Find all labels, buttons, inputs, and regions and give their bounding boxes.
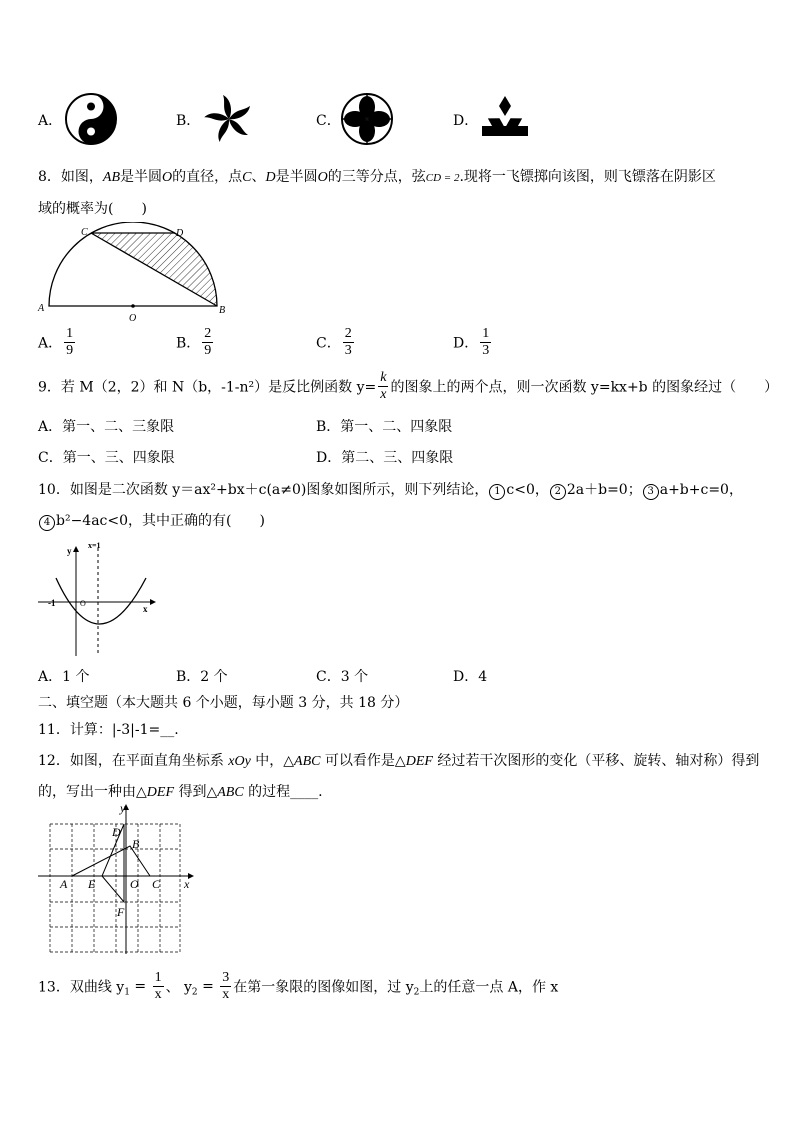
q11-stem: 11．计算：|-3|-1=__. <box>38 722 179 738</box>
y-label: y <box>120 804 126 815</box>
yin-yang-icon <box>64 92 118 146</box>
q7-option-d-label: D． <box>453 113 479 129</box>
label-b: B <box>132 837 140 851</box>
q8-option-d: D． $\frac{1}{3}$ <box>453 326 490 358</box>
q10-option-a: A．1 个 <box>38 669 90 685</box>
label-c: C <box>152 877 161 891</box>
parabola-curve <box>56 578 146 624</box>
center-point <box>131 304 135 308</box>
q8-option-a: A． $\frac{1}{9}$ <box>38 326 74 358</box>
q12-stem-line2: 的，写出一种由△DEF 得到△ABC 的过程____. <box>38 784 323 800</box>
q8-semicircle-figure <box>34 222 230 324</box>
q8-option-c: C． $\frac{2}{3}$ <box>316 326 352 358</box>
q10-stem-line1: 10．如图是二次函数 y＝ax²+bx＋c(a≠0)图象如图所示，则下列结论， 1 c<0， 2 2a＋b=0； 3 a+b+c=0， <box>38 482 743 498</box>
q8-stem-line2: 域的概率为( ) <box>38 201 147 217</box>
q7-option-c-label: C． <box>316 113 341 129</box>
q8-option-b: B． $\frac{2}{9}$ <box>176 326 212 358</box>
q10-parabola-graph <box>38 540 160 658</box>
label-e: E <box>88 877 96 891</box>
label-d: D <box>112 825 121 839</box>
y-label: y <box>67 546 72 556</box>
q9-option-c: C．第一、三、四象限 <box>38 450 175 466</box>
q8-stem-line1: 8．如图，AB是半圆O的直径，点C、D是半圆O的三等分点，弦CD = 2.现将一飞镖掷向该图，则飞镖落在阴影区 <box>38 169 716 185</box>
x-label: x <box>143 604 148 614</box>
q10-option-d: D．4 <box>453 669 488 685</box>
three-diamond-logo-icon <box>478 94 532 138</box>
q9-option-b: B．第一、二、四象限 <box>316 419 453 435</box>
q10-option-c: C．3 个 <box>316 669 369 685</box>
section-heading: 二、填空题（本大题共 6 个小题，每小题 3 分，共 18 分） <box>38 695 409 711</box>
label-c: C <box>81 227 88 238</box>
label-a: A <box>60 877 68 891</box>
q9-option-d: D．第二、三、四象限 <box>316 450 454 466</box>
symmetry-label: x=1 <box>88 541 101 550</box>
q9-stem: 9．若 M（2，2）和 N（b，-1-n²）是反比例函数 y= $\frac{k}{x}$ 的图象上的两个点，则一次函数 y=kx+b 的图象经过（ ） <box>38 370 779 402</box>
label-f: F <box>117 905 125 919</box>
label-o: O <box>129 313 137 324</box>
x-label: x <box>184 877 190 891</box>
q12-coordinate-grid <box>38 804 198 956</box>
q10-stem-line2: 4 b²−4ac<0，其中正确的有( ) <box>38 510 265 531</box>
q9-option-a: A．第一、二、三象限 <box>38 419 175 435</box>
bauhinia-pinwheel-icon <box>202 92 256 146</box>
label-d: D <box>176 228 184 239</box>
origin-label: O <box>80 599 86 608</box>
grid-lines <box>50 824 180 952</box>
q7-option-a-label: A． <box>38 113 63 129</box>
label-b: B <box>219 305 226 316</box>
q12-stem-line1: 12．如图，在平面直角坐标系 xOy 中，△ABC 可以看作是△DEF 经过若干次图形的变化（平移、旋转、轴对称）得到 <box>38 753 760 769</box>
label-o: O <box>130 877 139 891</box>
q13-stem: 13．双曲线 $y_1$ = $\frac{1}{x}$ 、 $y_2$ = $\frac{3}{x}$ 在第一象限的图像如图，过 $y_2$上的任意一点 A，作 x <box>38 970 559 1002</box>
label-a: A <box>38 303 45 314</box>
four-petal-flower-icon <box>340 92 394 146</box>
neg-one-label: -1 <box>48 598 56 608</box>
q10-option-b: B．2 个 <box>176 669 228 685</box>
q7-option-b-label: B． <box>176 113 201 129</box>
